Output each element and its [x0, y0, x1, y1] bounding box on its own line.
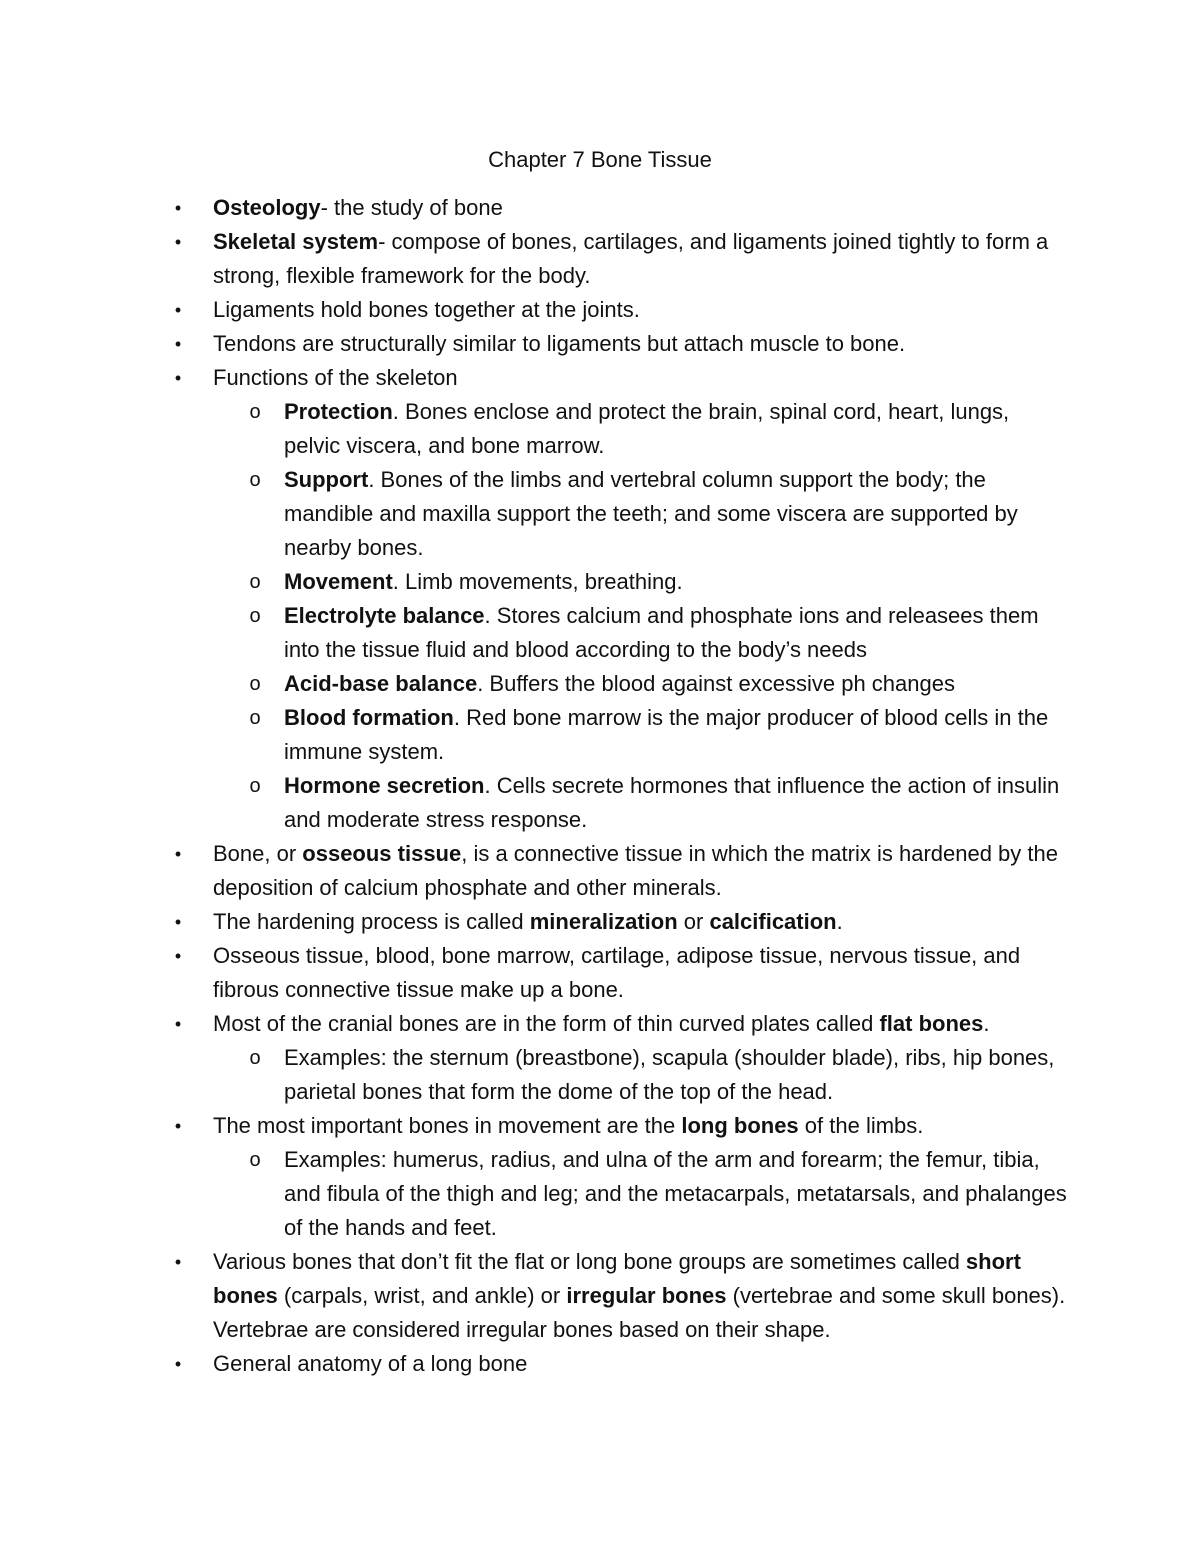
bullet-marker: • [174, 368, 182, 388]
item-text: . Red bone marrow is the major producer of blood cells in the immune system. [284, 705, 1049, 764]
item-text: (vertebrae and some skull bones). Vertebrae are considered irregular bones based on their shape. [213, 1283, 1066, 1342]
item-text: Ligaments hold bones together at the joints. [213, 297, 640, 322]
item-term: long bones [681, 1113, 799, 1138]
bullet-marker: • [174, 1116, 182, 1136]
item-term: Acid-base balance [284, 671, 478, 696]
sub-list-item [168, 565, 1068, 599]
item-text-lead: Various bones that don’t fit the flat or long bone groups are sometimes called [213, 1249, 966, 1274]
item-text: of the limbs. [798, 1113, 924, 1138]
sub-list-item [168, 395, 1068, 463]
list-item [168, 1245, 1068, 1347]
sub-list-item [168, 1143, 1068, 1245]
item-term: Blood formation [284, 705, 454, 730]
item-text: General anatomy of a long bone [213, 1351, 528, 1376]
list-item [168, 1007, 1068, 1041]
sub-bullet-marker: o [249, 673, 261, 695]
sub-bullet-marker: o [249, 469, 261, 491]
item-text: , is a connective tissue in which the matrix is hardened by the deposition of calcium phosphate and other minerals. [213, 841, 1058, 900]
item-text: Osseous tissue, blood, bone marrow, cartilage, adipose tissue, nervous tissue, and fibrous connective tissue make up a bone. [213, 943, 1021, 1002]
item-term: mineralization [529, 909, 678, 934]
sub-bullet-marker: o [249, 1047, 261, 1069]
bullet-marker: • [174, 1252, 182, 1272]
item-text-lead: Most of the cranial bones are in the form of thin curved plates called [213, 1011, 880, 1036]
bullet-marker: • [174, 1354, 182, 1374]
item-term-secondary: irregular bones [566, 1283, 727, 1308]
item-term: flat bones [879, 1011, 984, 1036]
item-term: short bones [213, 1249, 1021, 1308]
sub-list-item [168, 1041, 1068, 1109]
item-text: . [983, 1011, 990, 1036]
sub-list-item [168, 701, 1068, 769]
item-text: . Cells secrete hormones that influence the action of insulin and moderate stress response. [284, 773, 1060, 832]
item-text: - compose of bones, cartilages, and ligaments joined tightly to form a strong, flexible framework for the body. [213, 229, 1049, 288]
item-text: . Bones enclose and protect the brain, spinal cord, heart, lungs, pelvic viscera, and bone marrow. [284, 399, 1010, 458]
list-item [168, 327, 1068, 361]
item-text: . [836, 909, 843, 934]
item-term: osseous tissue [302, 841, 462, 866]
item-text-lead: Bone, or [213, 841, 303, 866]
bullet-marker: • [174, 232, 182, 252]
sub-bullet-marker: o [249, 775, 261, 797]
item-text: Examples: humerus, radius, and ulna of the arm and forearm; the femur, tibia, and fibula of the thigh and leg; and the metacarpals, metatarsals, and phalanges of the hands and feet. [284, 1147, 1067, 1240]
item-text: Examples: the sternum (breastbone), scapula (shoulder blade), ribs, hip bones, parietal bones that form the dome of the top of the head. [284, 1045, 1055, 1104]
item-text: - the study of bone [320, 195, 503, 220]
item-term: Skeletal system [213, 229, 379, 254]
list-item [168, 293, 1068, 327]
sub-bullet-marker: o [249, 1149, 261, 1171]
item-text: Tendons are structurally similar to ligaments but attach muscle to bone. [213, 331, 906, 356]
item-text: . Buffers the blood against excessive ph changes [477, 671, 955, 696]
item-text-lead: The hardening process is called [213, 909, 530, 934]
bullet-marker: • [174, 912, 182, 932]
list-item [168, 837, 1068, 905]
item-text: Functions of the skeleton [213, 365, 458, 390]
bullet-marker: • [174, 1014, 182, 1034]
list-item [168, 225, 1068, 293]
list-item [168, 191, 1068, 225]
bullet-marker: • [174, 946, 182, 966]
bullet-marker: • [174, 198, 182, 218]
bullet-marker: • [174, 334, 182, 354]
item-text-middle: (carpals, wrist, and ankle) or [277, 1283, 567, 1308]
item-term: Movement [284, 569, 393, 594]
item-text: . Limb movements, breathing. [392, 569, 683, 594]
sub-list-item [168, 599, 1068, 667]
sub-bullet-marker: o [249, 707, 261, 729]
sub-list-item [168, 463, 1068, 565]
list-item [168, 905, 1068, 939]
item-text-middle: or [677, 909, 710, 934]
bullet-marker: • [174, 300, 182, 320]
item-text: . Stores calcium and phosphate ions and releasees them into the tissue fluid and blood according to the body’s needs [284, 603, 1039, 662]
item-text-lead: The most important bones in movement are the [213, 1113, 682, 1138]
sub-bullet-marker: o [249, 401, 261, 423]
item-term-secondary: calcification [709, 909, 837, 934]
list-item [168, 1347, 1068, 1381]
item-text: . Bones of the limbs and vertebral column support the body; the mandible and maxilla support the teeth; and some viscera are supported by nearby bones. [284, 467, 1018, 560]
item-term: Protection [284, 399, 393, 424]
list-item [168, 361, 1068, 395]
sub-list-item [168, 769, 1068, 837]
sub-bullet-marker: o [249, 605, 261, 627]
list-item [168, 939, 1068, 1007]
list-item [168, 1109, 1068, 1143]
item-term: Hormone secretion [284, 773, 485, 798]
item-term: Electrolyte balance [284, 603, 485, 628]
bullet-list [168, 191, 1068, 1381]
page-title: Chapter 7 Bone Tissue [488, 147, 712, 172]
bullet-marker: • [174, 844, 182, 864]
item-term: Support [284, 467, 369, 492]
item-term: Osteology [213, 195, 321, 220]
sub-bullet-marker: o [249, 571, 261, 593]
sub-list-item [168, 667, 1068, 701]
